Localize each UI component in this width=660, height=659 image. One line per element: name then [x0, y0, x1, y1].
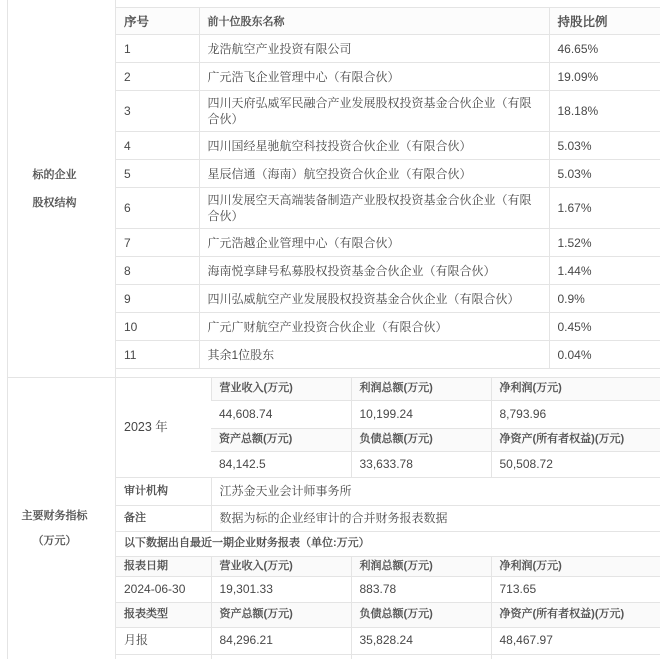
shareholder-name: 广元浩飞企业管理中心（有限合伙）: [199, 63, 549, 91]
financials-section: [8, 378, 660, 659]
liabilities-header: 负债总额(万元): [351, 428, 491, 451]
shareholder-ratio: 18.18%: [549, 91, 660, 132]
col-header-ratio: 持股比例: [549, 8, 660, 35]
shareholder-index: 7: [116, 229, 199, 257]
liabilities-header: 负债总额(万元): [351, 602, 491, 627]
annual-header-row-1: [116, 378, 660, 400]
financials-section-label: [8, 378, 115, 659]
cutoff-row: [116, 654, 660, 659]
profit-total-header: 利润总额(万元): [351, 556, 491, 576]
company-info-panel: [7, 0, 660, 659]
remark-value: 数据为标的企业经审计的合并财务报表数据: [211, 505, 660, 531]
net-assets-value: 50,508.72: [491, 451, 660, 477]
shareholder-name: 其余1位股东: [199, 341, 549, 369]
shareholder-name: 龙浩航空产业投资有限公司: [199, 35, 549, 63]
shareholder-name: 四川弘威航空产业发展股权投资基金合伙企业（有限合伙）: [199, 285, 549, 313]
assets-header: 资产总额(万元): [211, 602, 351, 627]
shareholder-ratio: 5.03%: [549, 132, 660, 160]
revenue-value: 19,301.33: [211, 576, 351, 602]
remark-label: 备注: [116, 505, 211, 531]
revenue-header: 营业收入(万元): [211, 378, 351, 400]
shareholder-name: 四川天府弘威军民融合产业发展股权投资基金合伙企业（有限合伙）: [199, 91, 549, 132]
profit-total-header: 利润总额(万元): [351, 378, 491, 400]
shareholder-ratio: 0.04%: [549, 341, 660, 369]
equity-section: [8, 0, 660, 378]
latest-header-row-2: [116, 602, 660, 627]
revenue-value: 44,608.74: [211, 400, 351, 428]
shareholder-name: 四川国经星驰航空科技投资合伙企业（有限合伙）: [199, 132, 549, 160]
shareholder-ratio: 1.52%: [549, 229, 660, 257]
section-label-line: 标的企业: [32, 168, 77, 181]
financials-section-content: [115, 378, 660, 659]
audit-row: [116, 477, 660, 505]
shareholder-name: 海南悦享肆号私募股权投资基金合伙企业（有限合伙）: [199, 257, 549, 285]
profit-total-value: 883.78: [351, 576, 491, 602]
shareholder-ratio: 5.03%: [549, 160, 660, 188]
net-assets-value: 48,467.97: [491, 627, 660, 654]
liabilities-value: 33,633.78: [351, 451, 491, 477]
note-row: [116, 531, 660, 556]
shareholder-index: 5: [116, 160, 199, 188]
table-row: [116, 160, 660, 188]
net-assets-header: 净资产(所有者权益)(万元): [491, 428, 660, 451]
assets-value: 84,142.5: [211, 451, 351, 477]
table-row: [116, 257, 660, 285]
shareholders-header-row: [116, 8, 660, 35]
net-profit-value: 713.65: [491, 576, 660, 602]
shareholder-index: 10: [116, 313, 199, 341]
audit-label: 审计机构: [116, 477, 211, 505]
equity-section-content: [115, 0, 660, 377]
shareholder-index: 1: [116, 35, 199, 63]
financials-table: [116, 378, 660, 659]
table-row: [116, 132, 660, 160]
shareholder-name: 四川发展空天高端装备制造产业股权投资基金合伙企业（有限合伙）: [199, 188, 549, 229]
profit-total-value: 10,199.24: [351, 400, 491, 428]
net-profit-header: 净利润(万元): [491, 378, 660, 400]
table-row: [116, 313, 660, 341]
shareholder-ratio: 1.44%: [549, 257, 660, 285]
shareholder-index: 2: [116, 63, 199, 91]
shareholder-ratio: 19.09%: [549, 63, 660, 91]
table-row: [116, 91, 660, 132]
table-row: [116, 229, 660, 257]
section-label-line: 主要财务指标: [21, 509, 88, 522]
net-profit-header: 净利润(万元): [491, 556, 660, 576]
remark-row: [116, 505, 660, 531]
table-row: [116, 285, 660, 313]
table-row: [116, 188, 660, 229]
shareholder-ratio: 0.45%: [549, 313, 660, 341]
shareholder-index: 8: [116, 257, 199, 285]
year-label-cell: 2023 年: [116, 378, 211, 477]
table-row: [116, 341, 660, 369]
equity-section-label: [8, 0, 115, 377]
net-assets-header: 净资产(所有者权益)(万元): [491, 602, 660, 627]
report-type-value: 月报: [116, 627, 211, 654]
shareholder-index: 3: [116, 91, 199, 132]
report-date-value: 2024-06-30: [116, 576, 211, 602]
latest-value-row-2: [116, 627, 660, 654]
latest-report-note: 以下数据出自最近一期企业财务报表（单位:万元）: [116, 531, 660, 556]
shareholders-table: [116, 7, 660, 369]
table-row: [116, 35, 660, 63]
shareholder-ratio: 0.9%: [549, 285, 660, 313]
shareholder-index: 6: [116, 188, 199, 229]
col-header-name: 前十位股东名称: [199, 8, 549, 35]
shareholder-ratio: 1.67%: [549, 188, 660, 229]
section-label-line: （万元）: [32, 534, 77, 547]
latest-header-row-1: [116, 556, 660, 576]
assets-value: 84,296.21: [211, 627, 351, 654]
report-date-header: 报表日期: [116, 556, 211, 576]
col-header-index: 序号: [116, 8, 199, 35]
shareholder-name: 星辰信通（海南）航空投资合伙企业（有限合伙）: [199, 160, 549, 188]
shareholder-name: 广元浩越企业管理中心（有限合伙）: [199, 229, 549, 257]
shareholder-index: 4: [116, 132, 199, 160]
assets-header: 资产总额(万元): [211, 428, 351, 451]
liabilities-value: 35,828.24: [351, 627, 491, 654]
shareholder-name: 广元广财航空产业投资合伙企业（有限合伙）: [199, 313, 549, 341]
audit-value: 江苏金天业会计师事务所: [211, 477, 660, 505]
net-profit-value: 8,793.96: [491, 400, 660, 428]
shareholder-index: 11: [116, 341, 199, 369]
report-type-header: 报表类型: [116, 602, 211, 627]
table-row: [116, 63, 660, 91]
shareholder-index: 9: [116, 285, 199, 313]
latest-value-row-1: [116, 576, 660, 602]
shareholder-ratio: 46.65%: [549, 35, 660, 63]
revenue-header: 营业收入(万元): [211, 556, 351, 576]
section-label-line: 股权结构: [32, 196, 77, 209]
